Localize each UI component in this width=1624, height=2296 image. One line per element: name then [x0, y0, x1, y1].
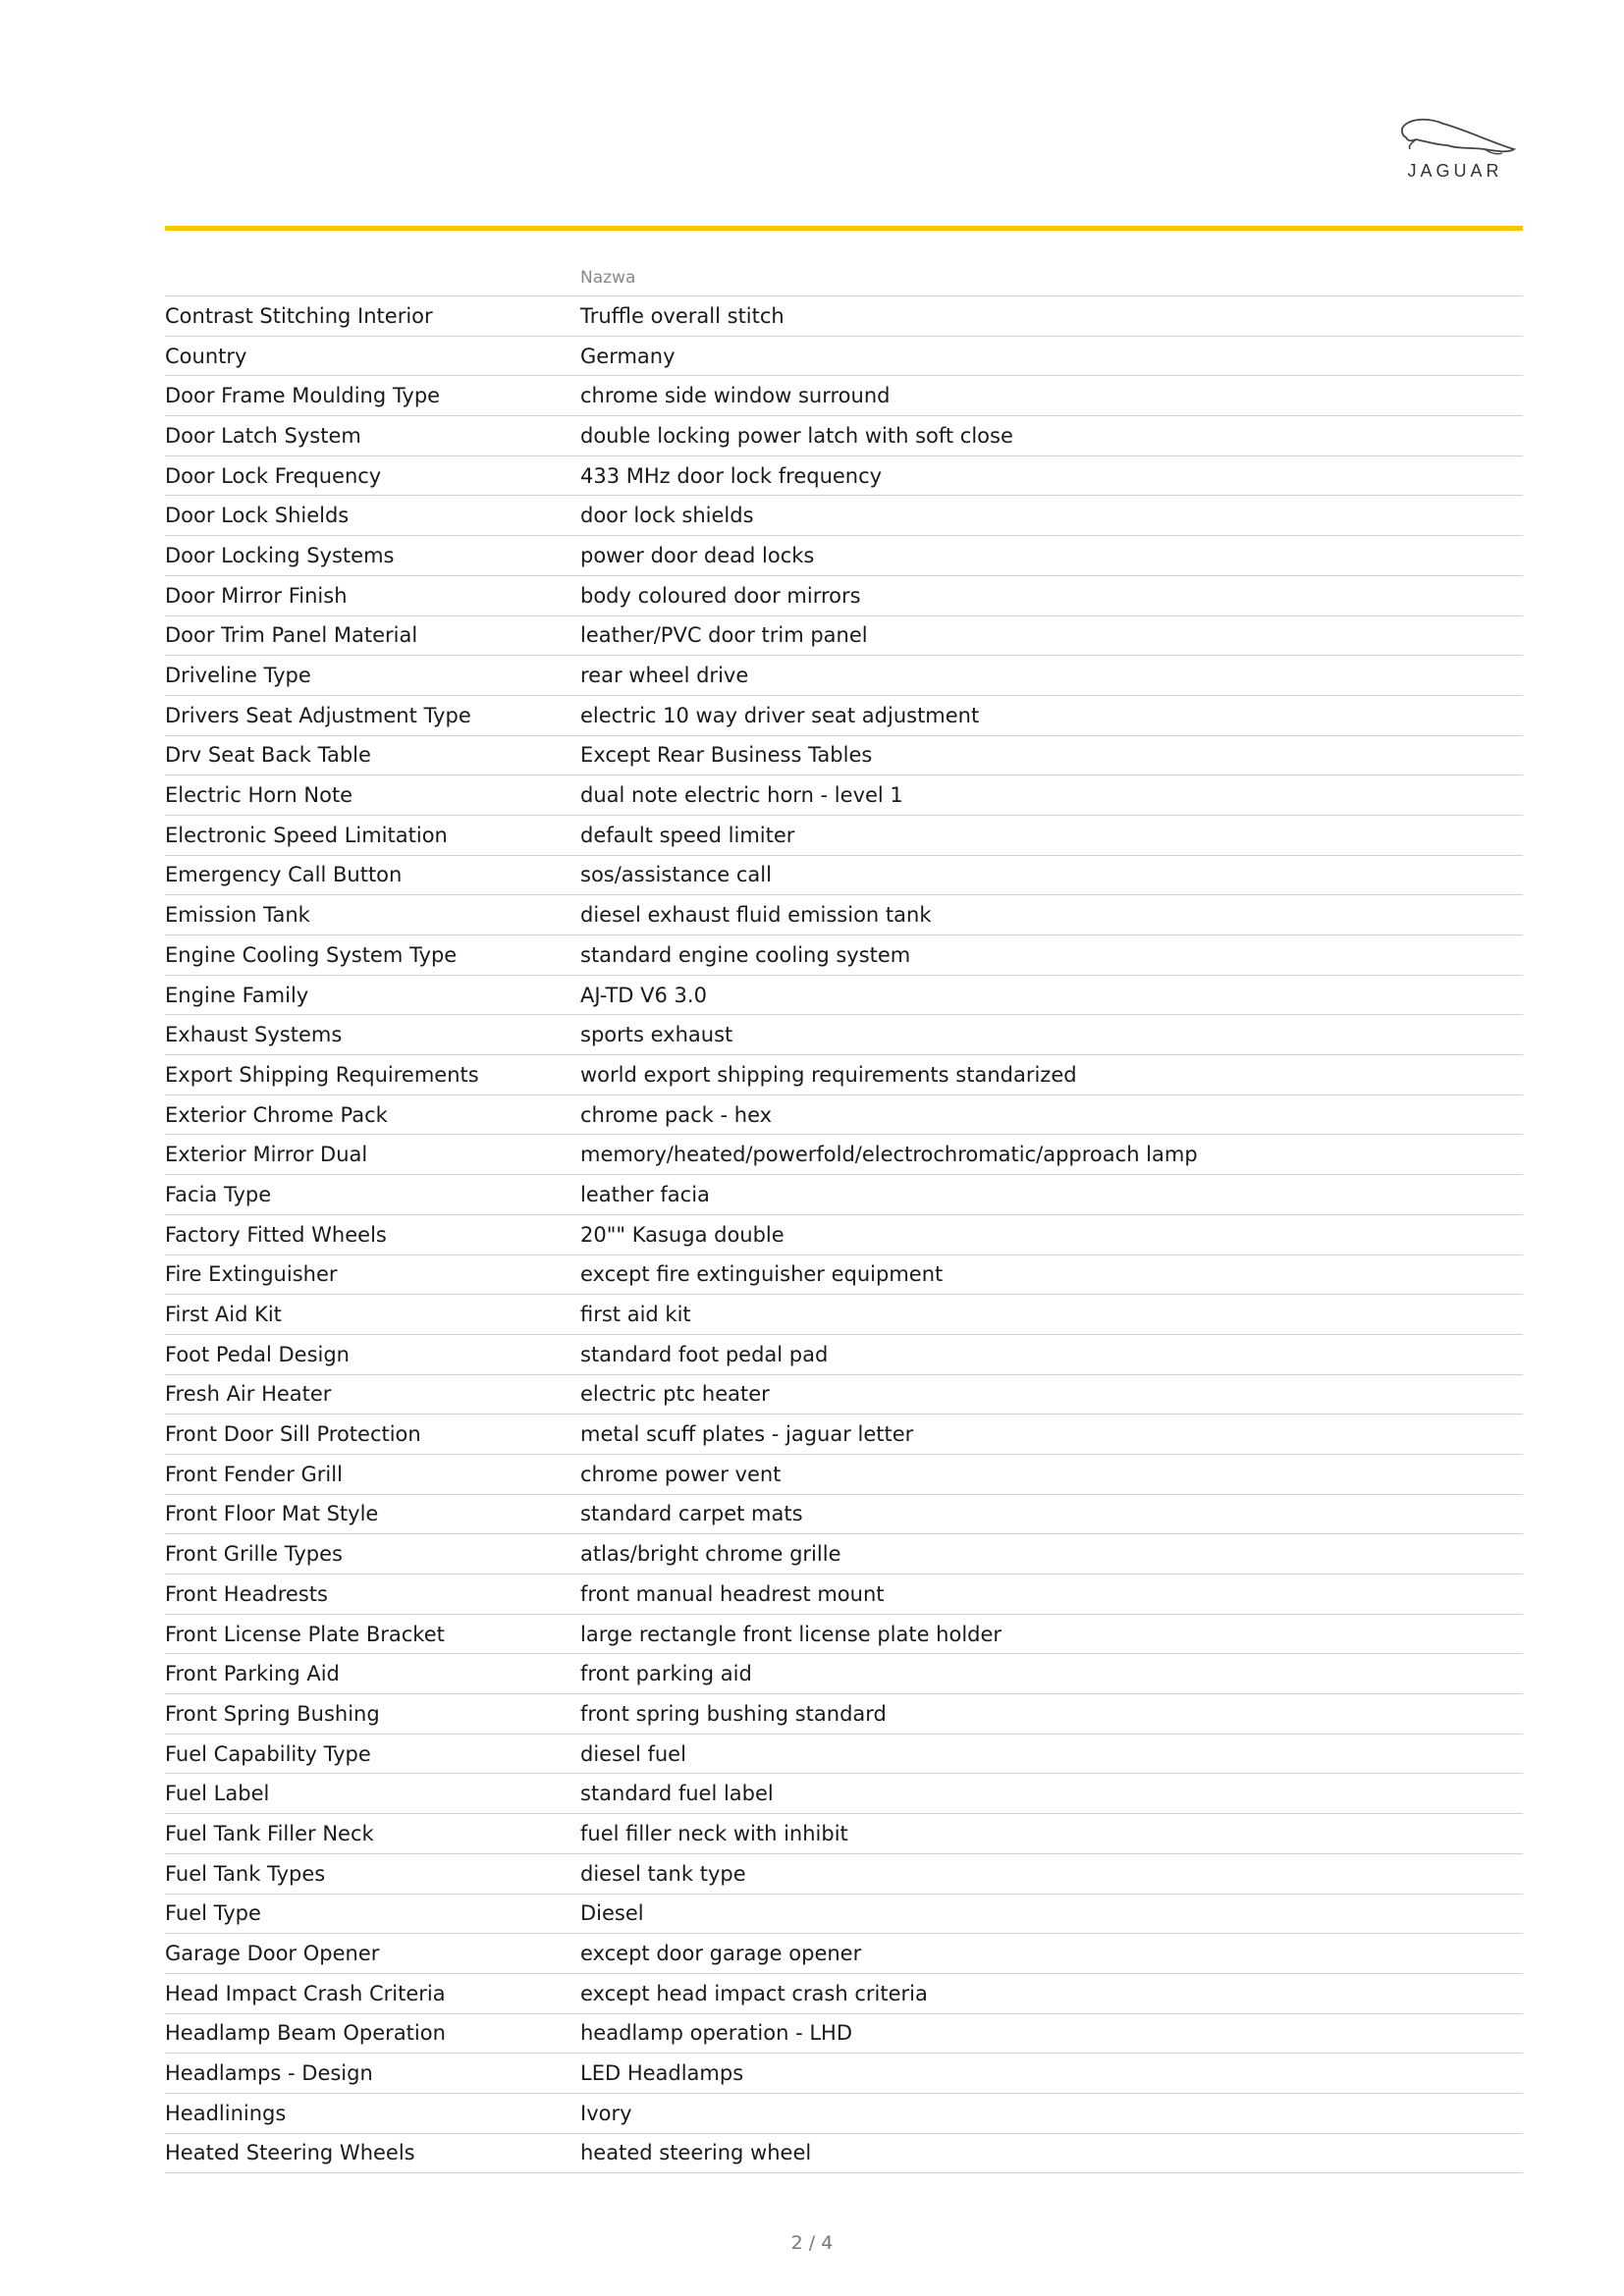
table-row	[165, 1615, 1523, 1655]
spec-value: Germany	[580, 344, 676, 368]
spec-value: except fire extinguisher equipment	[580, 1262, 944, 1287]
table-row	[165, 1135, 1523, 1175]
spec-value: 20"" Kasuga double	[580, 1222, 785, 1247]
spec-label: Factory Fitted Wheels	[165, 1222, 387, 1247]
spec-value: front parking aid	[580, 1662, 752, 1686]
value-column-header: Nazwa	[580, 267, 636, 288]
spec-label: Emergency Call Button	[165, 863, 403, 887]
table-row	[165, 1575, 1523, 1615]
spec-label: Front Floor Mat Style	[165, 1502, 379, 1526]
spec-label: Fuel Type	[165, 1901, 261, 1926]
spec-label: Headlamp Beam Operation	[165, 2021, 446, 2046]
table-row	[165, 1854, 1523, 1895]
spec-table	[165, 259, 1523, 2173]
table-row	[165, 496, 1523, 536]
spec-value: body coloured door mirrors	[580, 583, 861, 608]
jaguar-logo	[1386, 116, 1524, 187]
spec-value: chrome pack - hex	[580, 1102, 773, 1127]
spec-label: Door Mirror Finish	[165, 583, 348, 608]
spec-label: Door Trim Panel Material	[165, 623, 418, 648]
table-row	[165, 1295, 1523, 1335]
spec-value: Except Rear Business Tables	[580, 743, 873, 768]
spec-value: LED Headlamps	[580, 2061, 744, 2086]
spec-value: except head impact crash criteria	[580, 1981, 928, 2005]
table-row	[165, 1455, 1523, 1495]
table-row	[165, 1335, 1523, 1375]
spec-label: Drivers Seat Adjustment Type	[165, 703, 471, 727]
spec-label: Fuel Tank Types	[165, 1861, 326, 1886]
spec-value: headlamp operation - LHD	[580, 2021, 853, 2046]
spec-value: electric 10 way driver seat adjustment	[580, 703, 980, 727]
table-row	[165, 1974, 1523, 2014]
spec-label: Driveline Type	[165, 664, 311, 688]
spec-label: Door Lock Shields	[165, 504, 350, 528]
spec-value: sports exhaust	[580, 1023, 733, 1047]
table-row	[165, 2134, 1523, 2174]
spec-label: Engine Family	[165, 983, 309, 1007]
table-row	[165, 816, 1523, 856]
table-row	[165, 296, 1523, 337]
spec-label: First Aid Kit	[165, 1303, 282, 1327]
spec-label: Front Grille Types	[165, 1542, 343, 1567]
spec-value: leather/PVC door trim panel	[580, 623, 868, 648]
table-row	[165, 1255, 1523, 1296]
spec-label: Foot Pedal Design	[165, 1342, 350, 1366]
table-row	[165, 616, 1523, 657]
spec-value: Ivory	[580, 2101, 632, 2125]
spec-label: Headlinings	[165, 2101, 287, 2125]
spec-label: Exterior Chrome Pack	[165, 1102, 388, 1127]
spec-label: Door Lock Frequency	[165, 463, 382, 488]
table-row	[165, 1015, 1523, 1055]
spec-value: leather facia	[580, 1182, 710, 1206]
spec-label: Contrast Stitching Interior	[165, 303, 433, 328]
spec-value: dual note electric horn - level 1	[580, 783, 903, 808]
spec-value: world export shipping requirements standarized	[580, 1062, 1077, 1087]
table-row	[165, 1694, 1523, 1735]
table-row	[165, 376, 1523, 416]
table-row	[165, 1415, 1523, 1455]
spec-label: Drv Seat Back Table	[165, 743, 371, 768]
table-row	[165, 1735, 1523, 1775]
spec-label: Front Parking Aid	[165, 1662, 340, 1686]
spec-label: Emission Tank	[165, 903, 310, 928]
table-row	[165, 696, 1523, 736]
spec-label: Engine Cooling System Type	[165, 942, 458, 967]
spec-value: heated steering wheel	[580, 2141, 812, 2165]
table-body	[165, 296, 1523, 2173]
spec-value: Truffle overall stitch	[580, 303, 785, 328]
spec-value: standard fuel label	[580, 1782, 774, 1806]
spec-value: chrome side window surround	[580, 384, 891, 408]
table-row	[165, 337, 1523, 377]
table-row	[165, 456, 1523, 497]
spec-label: Front License Plate Bracket	[165, 1622, 445, 1646]
table-row	[165, 1934, 1523, 1974]
spec-label: Heated Steering Wheels	[165, 2141, 415, 2165]
table-header	[165, 259, 1523, 296]
spec-label: Fuel Capability Type	[165, 1741, 371, 1766]
table-row	[165, 1215, 1523, 1255]
table-row	[165, 1654, 1523, 1694]
table-row	[165, 1375, 1523, 1415]
table-row	[165, 1814, 1523, 1854]
spec-value: atlas/bright chrome grille	[580, 1542, 841, 1567]
spec-label: Door Locking Systems	[165, 543, 395, 567]
table-row	[165, 856, 1523, 896]
spec-label: Garage Door Opener	[165, 1942, 380, 1966]
spec-label: Door Frame Moulding Type	[165, 384, 441, 408]
table-row	[165, 1895, 1523, 1935]
spec-label: Fuel Label	[165, 1782, 270, 1806]
table-row	[165, 1095, 1523, 1136]
spec-value: front manual headrest mount	[580, 1581, 885, 1606]
spec-value: sos/assistance call	[580, 863, 772, 887]
page-indicator: 2 / 4	[790, 2232, 834, 2254]
table-row	[165, 736, 1523, 776]
spec-label: Front Spring Bushing	[165, 1701, 380, 1726]
table-row	[165, 1495, 1523, 1535]
table-row	[165, 576, 1523, 616]
spec-value: default speed limiter	[580, 823, 795, 847]
spec-label: Exterior Mirror Dual	[165, 1143, 368, 1167]
spec-label: Front Fender Grill	[165, 1462, 343, 1486]
spec-value: 433 MHz door lock frequency	[580, 463, 883, 488]
spec-label: Fuel Tank Filler Neck	[165, 1821, 374, 1845]
spec-label: Door Latch System	[165, 423, 361, 448]
spec-value: memory/heated/powerfold/electrochromatic/approach lamp	[580, 1143, 1198, 1167]
spec-label: Exhaust Systems	[165, 1023, 343, 1047]
spec-value: AJ-TD V6 3.0	[580, 983, 707, 1007]
spec-label: Fresh Air Heater	[165, 1382, 332, 1407]
spec-value: door lock shields	[580, 504, 754, 528]
table-row	[165, 935, 1523, 976]
spec-label: Front Headrests	[165, 1581, 328, 1606]
spec-value: metal scuff plates - jaguar letter	[580, 1422, 914, 1447]
spec-value: diesel tank type	[580, 1861, 746, 1886]
spec-value: chrome power vent	[580, 1462, 782, 1486]
spec-label: Facia Type	[165, 1182, 272, 1206]
spec-value: rear wheel drive	[580, 664, 749, 688]
spec-value: power door dead locks	[580, 543, 815, 567]
brand-wordmark: JAGUAR	[1407, 161, 1503, 181]
spec-value: standard carpet mats	[580, 1502, 803, 1526]
spec-value: fuel filler neck with inhibit	[580, 1821, 848, 1845]
table-row	[165, 775, 1523, 816]
spec-label: Electric Horn Note	[165, 783, 353, 808]
spec-value: Diesel	[580, 1901, 644, 1926]
spec-label: Headlamps - Design	[165, 2061, 373, 2086]
spec-label: Electronic Speed Limitation	[165, 823, 448, 847]
leaping-jaguar-icon	[1386, 116, 1524, 161]
spec-label: Country	[165, 344, 247, 368]
table-row	[165, 976, 1523, 1016]
table-row	[165, 2094, 1523, 2134]
accent-divider	[165, 226, 1523, 231]
table-row	[165, 2054, 1523, 2094]
spec-label: Export Shipping Requirements	[165, 1062, 479, 1087]
table-row	[165, 416, 1523, 456]
table-row	[165, 895, 1523, 935]
spec-label: Head Impact Crash Criteria	[165, 1981, 446, 2005]
spec-value: standard foot pedal pad	[580, 1342, 829, 1366]
table-row	[165, 656, 1523, 696]
table-row	[165, 536, 1523, 576]
spec-value: large rectangle front license plate holder	[580, 1622, 1002, 1646]
spec-value: first aid kit	[580, 1303, 691, 1327]
table-row	[165, 1774, 1523, 1814]
table-row	[165, 2014, 1523, 2055]
table-row	[165, 1534, 1523, 1575]
spec-label: Fire Extinguisher	[165, 1262, 338, 1287]
spec-value: diesel exhaust fluid emission tank	[580, 903, 932, 928]
spec-value: electric ptc heater	[580, 1382, 770, 1407]
spec-value: standard engine cooling system	[580, 942, 911, 967]
spec-value: except door garage opener	[580, 1942, 862, 1966]
spec-value: front spring bushing standard	[580, 1701, 887, 1726]
table-row	[165, 1175, 1523, 1215]
table-row	[165, 1055, 1523, 1095]
spec-value: diesel fuel	[580, 1741, 686, 1766]
spec-label: Front Door Sill Protection	[165, 1422, 421, 1447]
spec-value: double locking power latch with soft close	[580, 423, 1013, 448]
